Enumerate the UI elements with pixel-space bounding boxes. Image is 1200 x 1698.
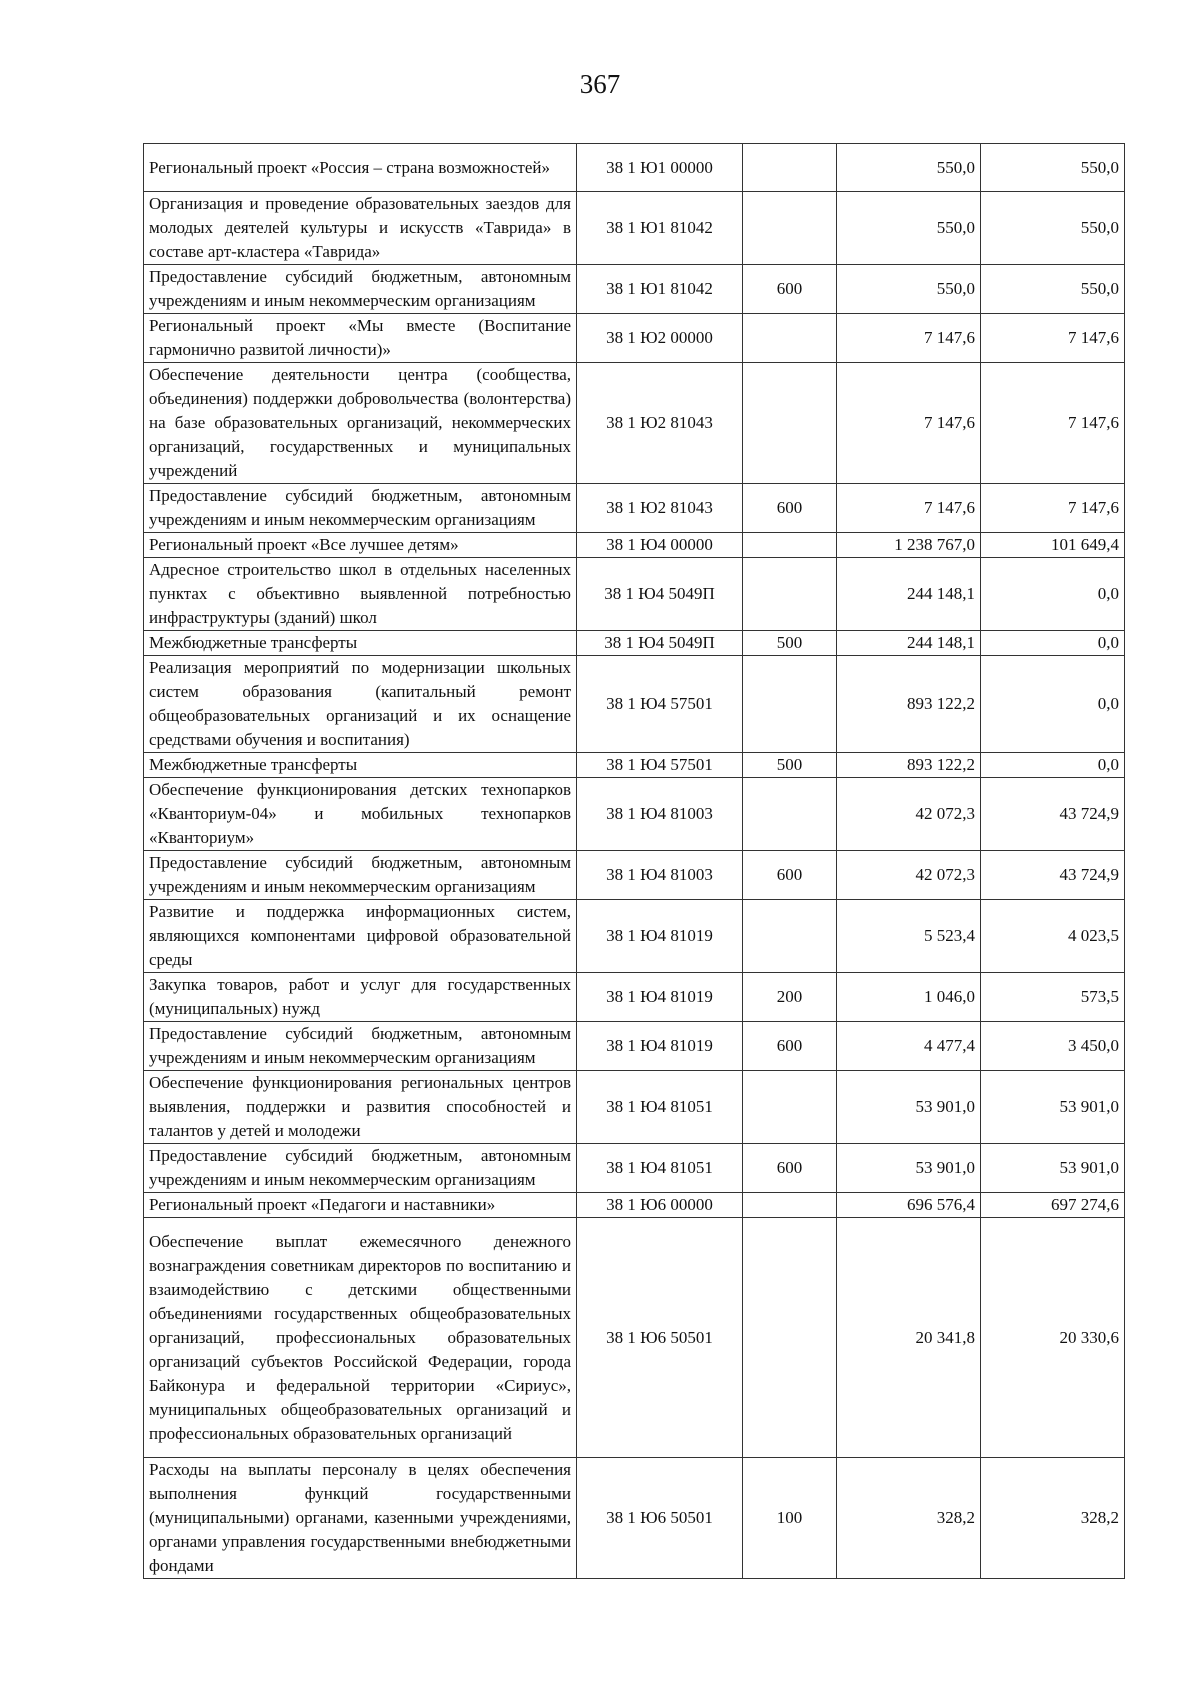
row-name-cell: Расходы на выплаты персоналу в целях обеспечения выполнения функций государственными (муниципальными) органами, казенными учреждениями, органами управления государственными внебюджетными фондами xyxy=(144,1458,577,1579)
row-amount-second-year-cell: 20 330,6 xyxy=(981,1218,1125,1458)
row-expense-kind-cell xyxy=(743,314,837,363)
table-row xyxy=(144,778,1125,851)
table-row xyxy=(144,1144,1125,1193)
row-amount-second-year-cell: 53 901,0 xyxy=(981,1144,1125,1193)
row-name-cell: Развитие и поддержка информационных систем, являющихся компонентами цифровой образовательной среды xyxy=(144,900,577,973)
row-code-cell: 38 1 Ю4 57501 xyxy=(577,753,743,778)
row-expense-kind-cell xyxy=(743,1218,837,1458)
row-expense-kind-cell xyxy=(743,363,837,484)
row-code-cell: 38 1 Ю4 81019 xyxy=(577,973,743,1022)
row-name-cell: Региональный проект «Все лучшее детям» xyxy=(144,533,577,558)
row-amount-second-year-cell: 697 274,6 xyxy=(981,1193,1125,1218)
row-expense-kind-cell: 600 xyxy=(743,265,837,314)
row-amount-first-year-cell: 550,0 xyxy=(837,265,981,314)
table-row xyxy=(144,144,1125,192)
row-code-cell: 38 1 Ю4 00000 xyxy=(577,533,743,558)
table-row xyxy=(144,533,1125,558)
row-amount-second-year-cell: 0,0 xyxy=(981,656,1125,753)
table-row xyxy=(144,265,1125,314)
row-amount-first-year-cell: 7 147,6 xyxy=(837,484,981,533)
row-amount-second-year-cell: 53 901,0 xyxy=(981,1071,1125,1144)
table-row xyxy=(144,851,1125,900)
table-row xyxy=(144,363,1125,484)
row-amount-second-year-cell: 7 147,6 xyxy=(981,484,1125,533)
row-name-cell: Региональный проект «Россия – страна возможностей» xyxy=(144,144,577,192)
row-name-cell: Предоставление субсидий бюджетным, автономным учреждениям и иным некоммерческим организациям xyxy=(144,265,577,314)
row-name-cell: Межбюджетные трансферты xyxy=(144,753,577,778)
table-row xyxy=(144,558,1125,631)
row-code-cell: 38 1 Ю4 5049П xyxy=(577,631,743,656)
table-row xyxy=(144,753,1125,778)
row-expense-kind-cell: 500 xyxy=(743,753,837,778)
row-amount-first-year-cell: 20 341,8 xyxy=(837,1218,981,1458)
row-name-cell: Межбюджетные трансферты xyxy=(144,631,577,656)
row-amount-first-year-cell: 550,0 xyxy=(837,192,981,265)
table-row xyxy=(144,631,1125,656)
row-code-cell: 38 1 Ю6 50501 xyxy=(577,1218,743,1458)
row-amount-second-year-cell: 0,0 xyxy=(981,753,1125,778)
row-expense-kind-cell xyxy=(743,900,837,973)
row-name-cell: Предоставление субсидий бюджетным, автономным учреждениям и иным некоммерческим организациям xyxy=(144,1144,577,1193)
table-row xyxy=(144,1193,1125,1218)
row-code-cell: 38 1 Ю6 00000 xyxy=(577,1193,743,1218)
row-amount-first-year-cell: 1 238 767,0 xyxy=(837,533,981,558)
row-code-cell: 38 1 Ю2 81043 xyxy=(577,484,743,533)
row-amount-second-year-cell: 0,0 xyxy=(981,631,1125,656)
row-amount-first-year-cell: 53 901,0 xyxy=(837,1144,981,1193)
row-name-cell: Реализация мероприятий по модернизации школьных систем образования (капитальный ремонт общеобразовательных организаций и их оснащение средствами обучения и воспитания) xyxy=(144,656,577,753)
row-code-cell: 38 1 Ю4 81003 xyxy=(577,851,743,900)
row-code-cell: 38 1 Ю4 81019 xyxy=(577,1022,743,1071)
row-code-cell: 38 1 Ю4 81051 xyxy=(577,1144,743,1193)
row-amount-second-year-cell: 7 147,6 xyxy=(981,363,1125,484)
table-row xyxy=(144,1218,1125,1458)
row-amount-second-year-cell: 43 724,9 xyxy=(981,851,1125,900)
row-amount-first-year-cell: 696 576,4 xyxy=(837,1193,981,1218)
row-amount-first-year-cell: 244 148,1 xyxy=(837,631,981,656)
row-name-cell: Закупка товаров, работ и услуг для государственных (муниципальных) нужд xyxy=(144,973,577,1022)
row-name-cell: Организация и проведение образовательных заездов для молодых деятелей культуры и искусств «Таврида» в составе арт-кластера «Таврида» xyxy=(144,192,577,265)
row-expense-kind-cell xyxy=(743,1193,837,1218)
row-name-cell: Обеспечение функционирования детских технопарков «Кванториум-04» и мобильных технопарков «Кванториум» xyxy=(144,778,577,851)
page-number: 367 xyxy=(579,69,621,99)
row-amount-first-year-cell: 244 148,1 xyxy=(837,558,981,631)
row-code-cell: 38 1 Ю4 81003 xyxy=(577,778,743,851)
row-name-cell: Региональный проект «Педагоги и наставники» xyxy=(144,1193,577,1218)
row-code-cell: 38 1 Ю1 81042 xyxy=(577,265,743,314)
row-code-cell: 38 1 Ю4 57501 xyxy=(577,656,743,753)
row-expense-kind-cell xyxy=(743,656,837,753)
row-code-cell: 38 1 Ю4 81019 xyxy=(577,900,743,973)
row-name-cell: Обеспечение функционирования региональных центров выявления, поддержки и развития способностей и талантов у детей и молодежи xyxy=(144,1071,577,1144)
row-amount-second-year-cell: 550,0 xyxy=(981,192,1125,265)
table-row xyxy=(144,1458,1125,1579)
row-amount-second-year-cell: 101 649,4 xyxy=(981,533,1125,558)
row-amount-first-year-cell: 1 046,0 xyxy=(837,973,981,1022)
row-amount-first-year-cell: 550,0 xyxy=(837,144,981,192)
row-amount-first-year-cell: 7 147,6 xyxy=(837,363,981,484)
row-name-cell: Предоставление субсидий бюджетным, автономным учреждениям и иным некоммерческим организациям xyxy=(144,851,577,900)
row-code-cell: 38 1 Ю2 81043 xyxy=(577,363,743,484)
row-expense-kind-cell: 600 xyxy=(743,484,837,533)
row-expense-kind-cell: 200 xyxy=(743,973,837,1022)
row-code-cell: 38 1 Ю4 81051 xyxy=(577,1071,743,1144)
row-name-cell: Обеспечение выплат ежемесячного денежного вознаграждения советникам директоров по воспитанию и взаимодействию с детскими общественными объединениями государственных общеобразовательных организаций, профессиональных образовательных организаций субъектов Российской Федерации, города Байконура и федеральной территории «Сириус», муниципальных общеобразовательных организаций и профессиональных образовательных организаций xyxy=(144,1218,577,1458)
row-expense-kind-cell xyxy=(743,558,837,631)
row-expense-kind-cell: 100 xyxy=(743,1458,837,1579)
row-expense-kind-cell: 600 xyxy=(743,1144,837,1193)
table-row xyxy=(144,192,1125,265)
row-amount-first-year-cell: 42 072,3 xyxy=(837,778,981,851)
row-name-cell: Региональный проект «Мы вместе (Воспитание гармонично развитой личности)» xyxy=(144,314,577,363)
row-amount-second-year-cell: 3 450,0 xyxy=(981,1022,1125,1071)
row-code-cell: 38 1 Ю2 00000 xyxy=(577,314,743,363)
table-row xyxy=(144,314,1125,363)
row-name-cell: Обеспечение деятельности центра (сообщества, объединения) поддержки добровольчества (волонтерства) на базе образовательных организаций, некоммерческих организаций, государственных и муниципальных учреждений xyxy=(144,363,577,484)
row-amount-second-year-cell: 7 147,6 xyxy=(981,314,1125,363)
row-amount-second-year-cell: 550,0 xyxy=(981,144,1125,192)
row-expense-kind-cell xyxy=(743,778,837,851)
row-code-cell: 38 1 Ю1 81042 xyxy=(577,192,743,265)
table-row xyxy=(144,900,1125,973)
table-row xyxy=(144,1071,1125,1144)
row-amount-first-year-cell: 893 122,2 xyxy=(837,656,981,753)
row-amount-second-year-cell: 4 023,5 xyxy=(981,900,1125,973)
row-amount-first-year-cell: 328,2 xyxy=(837,1458,981,1579)
row-amount-first-year-cell: 893 122,2 xyxy=(837,753,981,778)
row-code-cell: 38 1 Ю1 00000 xyxy=(577,144,743,192)
row-expense-kind-cell xyxy=(743,1071,837,1144)
row-amount-second-year-cell: 573,5 xyxy=(981,973,1125,1022)
table-row xyxy=(144,656,1125,753)
table-row xyxy=(144,1022,1125,1071)
row-name-cell: Предоставление субсидий бюджетным, автономным учреждениям и иным некоммерческим организациям xyxy=(144,484,577,533)
row-expense-kind-cell: 600 xyxy=(743,851,837,900)
row-amount-second-year-cell: 0,0 xyxy=(981,558,1125,631)
row-expense-kind-cell xyxy=(743,144,837,192)
row-amount-second-year-cell: 328,2 xyxy=(981,1458,1125,1579)
row-name-cell: Адресное строительство школ в отдельных населенных пунктах с объективно выявленной потребностью инфраструктуры (зданий) школ xyxy=(144,558,577,631)
row-expense-kind-cell: 500 xyxy=(743,631,837,656)
row-amount-first-year-cell: 53 901,0 xyxy=(837,1071,981,1144)
row-amount-second-year-cell: 43 724,9 xyxy=(981,778,1125,851)
row-amount-first-year-cell: 7 147,6 xyxy=(837,314,981,363)
row-amount-second-year-cell: 550,0 xyxy=(981,265,1125,314)
row-expense-kind-cell xyxy=(743,533,837,558)
budget-table xyxy=(143,143,1125,1579)
row-amount-first-year-cell: 5 523,4 xyxy=(837,900,981,973)
table-row xyxy=(144,973,1125,1022)
row-name-cell: Предоставление субсидий бюджетным, автономным учреждениям и иным некоммерческим организациям xyxy=(144,1022,577,1071)
table-row xyxy=(144,484,1125,533)
row-amount-first-year-cell: 42 072,3 xyxy=(837,851,981,900)
row-code-cell: 38 1 Ю6 50501 xyxy=(577,1458,743,1579)
row-code-cell: 38 1 Ю4 5049П xyxy=(577,558,743,631)
budget-table-body xyxy=(144,144,1125,1579)
row-expense-kind-cell: 600 xyxy=(743,1022,837,1071)
row-amount-first-year-cell: 4 477,4 xyxy=(837,1022,981,1071)
row-expense-kind-cell xyxy=(743,192,837,265)
